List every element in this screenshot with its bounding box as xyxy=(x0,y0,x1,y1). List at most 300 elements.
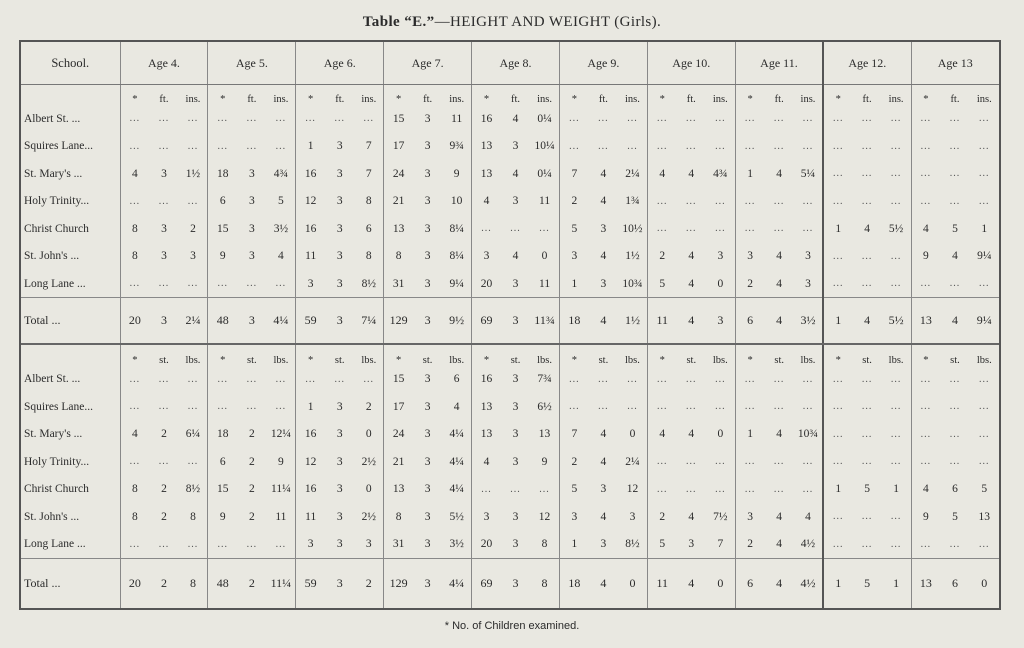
table-cell: 2½ xyxy=(354,448,383,475)
table-cell: 8 xyxy=(395,510,402,523)
age-header: Age 4. xyxy=(120,42,208,85)
table-cell: ... xyxy=(773,223,785,235)
table-cell: 1 xyxy=(981,222,988,235)
table-cell: 3 xyxy=(424,167,431,180)
table-cell: ... xyxy=(706,476,735,503)
table-row xyxy=(21,132,999,159)
table-cell: 59 xyxy=(296,298,325,344)
subheader-cell: ft. xyxy=(950,94,960,105)
table-cell: ... xyxy=(305,113,316,125)
table-cell: 7¼ xyxy=(354,298,383,344)
table-cell: ... xyxy=(706,187,735,214)
table-cell: ... xyxy=(618,366,647,393)
subheader-cell: lbs. xyxy=(354,344,383,365)
table-cell: ... xyxy=(773,373,785,385)
table-cell: 4¾ xyxy=(266,160,295,187)
table-cell: 0 xyxy=(970,559,999,608)
table-cell: 11 xyxy=(266,503,295,530)
table-cell: ... xyxy=(266,105,295,132)
table-cell: ... xyxy=(179,393,208,420)
table-cell: ... xyxy=(920,373,932,385)
table-cell: 12 xyxy=(618,476,647,503)
table-cell: 3 xyxy=(424,277,431,290)
table-cell: ... xyxy=(861,428,873,440)
subheader-cell: st. xyxy=(774,354,784,366)
table-cell: ... xyxy=(686,195,697,207)
subheader-cell: st. xyxy=(510,354,521,366)
table-cell: 1¾ xyxy=(618,187,647,214)
table-cell: ... xyxy=(833,250,844,262)
table-cell: 11 xyxy=(530,187,559,214)
table-cell: 3 xyxy=(424,222,431,235)
subheader-cell: lbs. xyxy=(706,344,735,365)
table-cell: 10 xyxy=(442,187,471,214)
table-cell: 6 xyxy=(219,195,226,208)
table-cell: 16 xyxy=(304,483,317,496)
table-cell: 9¼ xyxy=(442,270,471,298)
subheader-cell: * xyxy=(923,354,929,366)
table-cell: 4 xyxy=(688,510,695,523)
table-cell: 7 xyxy=(571,428,578,441)
age-header-row xyxy=(21,42,999,85)
table-cell: 0 xyxy=(618,421,647,448)
height-section xyxy=(21,105,999,344)
table-cell: 4 xyxy=(688,277,695,290)
table-cell: ... xyxy=(773,483,785,495)
subheader-cell: lbs. xyxy=(530,344,559,365)
table-cell: ... xyxy=(794,132,823,159)
table-cell: 3 xyxy=(424,400,431,413)
table-cell: 2 xyxy=(354,393,383,420)
table-cell: 13 xyxy=(978,510,991,523)
table-cell: 4 xyxy=(776,277,783,290)
table-cell: 3 xyxy=(501,298,530,344)
table-cell: 13 xyxy=(911,559,940,608)
school-name: Holy Trinity... xyxy=(21,448,120,475)
table-cell: ... xyxy=(833,401,844,413)
table-cell: 2 xyxy=(161,428,167,441)
table-cell: ... xyxy=(861,373,873,385)
table-cell: 9¼ xyxy=(977,250,992,263)
table-cell: ... xyxy=(179,366,208,393)
table-cell: 3 xyxy=(483,510,490,523)
table-cell: 9 xyxy=(442,160,471,187)
table-cell: 11 xyxy=(647,559,676,608)
table-cell: 9 xyxy=(923,250,929,263)
school-name: Christ Church xyxy=(21,215,120,242)
table-cell: ... xyxy=(979,113,990,125)
table-cell: ... xyxy=(794,105,823,132)
subheader-cell: * xyxy=(132,354,138,366)
table-cell: ... xyxy=(861,538,873,550)
table-cell: 12 xyxy=(530,503,559,530)
table-cell: 0 xyxy=(706,421,735,448)
table-cell: 4½ xyxy=(794,559,823,608)
table-cell: 7¾ xyxy=(530,366,559,393)
table-cell: ... xyxy=(686,456,697,468)
table-cell: 3 xyxy=(179,242,208,269)
school-name: Holy Trinity... xyxy=(21,187,120,214)
table-cell: 9 xyxy=(923,510,929,523)
subheader-cell: ins. xyxy=(794,85,823,106)
school-name: St. John's ... xyxy=(21,503,120,530)
table-cell: 9 xyxy=(266,448,295,475)
table-cell: 18 xyxy=(217,167,229,180)
table-cell: 1 xyxy=(307,400,314,413)
table-cell: ... xyxy=(861,168,873,180)
school-name: Albert St. ... xyxy=(21,105,120,132)
table-cell: 3 xyxy=(336,140,343,153)
table-cell: ... xyxy=(744,401,756,413)
table-cell: 2 xyxy=(354,559,383,608)
table-cell: ... xyxy=(882,503,911,530)
table-cell: ... xyxy=(334,373,345,385)
table-cell: 13 xyxy=(480,140,493,153)
table-cell: ... xyxy=(158,278,170,290)
table-cell: 3 xyxy=(794,242,823,269)
table-cell: 17 xyxy=(392,140,405,153)
table-cell: ... xyxy=(833,456,844,468)
table-cell: 4 xyxy=(776,167,783,180)
table-cell: ... xyxy=(246,373,258,385)
table-cell: 8 xyxy=(179,559,208,608)
table-cell: ... xyxy=(949,113,961,125)
table-cell: ... xyxy=(773,401,785,413)
table-cell: ... xyxy=(920,278,932,290)
table-cell: ... xyxy=(569,140,580,152)
table-cell: 3 xyxy=(512,400,519,413)
table-cell: 4 xyxy=(940,298,969,344)
table-title xyxy=(0,14,1024,31)
table-cell: 6 xyxy=(940,559,969,608)
table-cell: 3 xyxy=(501,559,530,608)
table-cell: ... xyxy=(217,373,229,385)
table-cell: ... xyxy=(949,373,961,385)
subheader-cell: ft. xyxy=(510,94,521,105)
table-cell: 2 xyxy=(248,455,255,468)
table-cell: 2 xyxy=(161,483,167,496)
table-cell: 3 xyxy=(336,195,343,208)
table-cell: 4 xyxy=(512,250,519,263)
table-cell: ... xyxy=(530,215,559,242)
table-cell: 3 xyxy=(336,250,343,263)
subheader-cell: ins. xyxy=(179,85,208,106)
table-cell: ... xyxy=(949,538,961,550)
table-cell: 8¼ xyxy=(442,242,471,269)
table-cell: ... xyxy=(920,401,932,413)
table-cell: 13 xyxy=(480,428,493,441)
table-row xyxy=(21,215,999,242)
table-cell: ... xyxy=(158,538,170,550)
table-cell: ... xyxy=(794,187,823,214)
table-cell: ... xyxy=(129,140,141,152)
table-cell: ... xyxy=(129,278,141,290)
table-cell: 3 xyxy=(600,538,607,551)
table-cell: 5½ xyxy=(882,215,911,242)
table-cell: 3 xyxy=(336,483,343,496)
table-cell: 3 xyxy=(512,140,519,153)
subheader-cell: * xyxy=(659,354,665,366)
subheader-cell: * xyxy=(571,94,577,105)
table-cell: 7 xyxy=(571,167,578,180)
school-name: St. John's ... xyxy=(21,242,120,269)
table-cell: 20 xyxy=(480,538,493,551)
table-cell: 3 xyxy=(512,510,519,523)
table-cell: ... xyxy=(861,195,873,207)
table-cell: 4¼ xyxy=(266,298,295,344)
table-cell: ... xyxy=(773,456,785,468)
table-cell: ... xyxy=(833,373,844,385)
table-cell: 4 xyxy=(923,222,929,235)
subheader-cell: ft. xyxy=(862,94,872,105)
table-cell: ... xyxy=(882,132,911,159)
table-cell: ... xyxy=(246,140,258,152)
subheader-cell: st. xyxy=(247,354,257,366)
table-cell: ... xyxy=(246,113,258,125)
table-cell: ... xyxy=(794,366,823,393)
table-cell: 10¾ xyxy=(794,421,823,448)
subheader-cell: lbs. xyxy=(179,344,208,365)
subheader-cell: ft. xyxy=(159,94,169,105)
table-cell: ... xyxy=(656,456,668,468)
weight-total-row xyxy=(21,559,999,608)
table-cell: 3 xyxy=(325,559,354,608)
table-cell: 16 xyxy=(304,428,317,441)
subheader-cell: ins. xyxy=(618,85,647,106)
table-cell: ... xyxy=(217,113,229,125)
table-cell: 10½ xyxy=(618,215,647,242)
table-cell: ... xyxy=(217,538,229,550)
table-cell: ... xyxy=(598,401,609,413)
table-cell: ... xyxy=(266,270,295,298)
table-cell: 3 xyxy=(424,373,431,386)
table-cell: ... xyxy=(334,113,345,125)
table-cell: ... xyxy=(158,373,170,385)
table-cell: 3 xyxy=(618,503,647,530)
subheader-cell: ft. xyxy=(686,94,696,105)
subheader-cell: * xyxy=(483,354,490,366)
table-cell: ... xyxy=(481,223,492,235)
table-cell: 3 xyxy=(413,298,442,344)
table-cell: 8 xyxy=(179,503,208,530)
table-cell: 4 xyxy=(600,510,607,523)
subheader-cell: lbs. xyxy=(618,344,647,365)
table-cell: 3½ xyxy=(442,531,471,559)
table-cell: ... xyxy=(530,476,559,503)
table-cell: 3 xyxy=(161,250,167,263)
table-cell: ... xyxy=(979,538,990,550)
table-cell: ... xyxy=(861,113,873,125)
table-cell: ... xyxy=(246,401,258,413)
table-cell: 11¼ xyxy=(266,476,295,503)
age-header: Age 7. xyxy=(384,42,472,85)
table-cell: 2½ xyxy=(354,503,383,530)
subheader-cell: st. xyxy=(598,354,609,366)
table-cell: 4 xyxy=(952,250,958,263)
table-cell: 3 xyxy=(571,250,578,263)
subheader-cell: ins. xyxy=(976,94,992,105)
table-cell: 3 xyxy=(336,277,343,290)
table-cell: 4¼ xyxy=(442,448,471,475)
table-cell: ... xyxy=(882,270,911,298)
table-cell: 4¾ xyxy=(706,160,735,187)
table-row xyxy=(21,270,999,298)
table-cell: ... xyxy=(618,393,647,420)
table-cell: ... xyxy=(129,373,141,385)
table-cell: 1 xyxy=(835,222,842,235)
weight-section xyxy=(21,344,999,608)
table-cell: ... xyxy=(920,140,932,152)
table-cell: ... xyxy=(266,531,295,559)
table-cell: 4 xyxy=(776,428,783,441)
table-cell: 20 xyxy=(480,277,493,290)
table-cell: 3 xyxy=(307,538,314,551)
subheader-cell: * xyxy=(395,94,402,105)
table-cell: ... xyxy=(481,483,492,495)
table-cell: ... xyxy=(979,428,990,440)
table-cell: ... xyxy=(744,140,756,152)
table-cell: ... xyxy=(618,105,647,132)
table-cell: 3 xyxy=(248,250,255,263)
table-cell: ... xyxy=(246,278,258,290)
subheader-cell: lbs. xyxy=(882,344,911,365)
table-cell: ... xyxy=(979,140,990,152)
table-row xyxy=(21,187,999,214)
table-cell: 4 xyxy=(794,503,823,530)
table-cell: 4 xyxy=(600,250,607,263)
table-cell: 4 xyxy=(600,195,607,208)
table-cell: ... xyxy=(706,105,735,132)
table-cell: 7½ xyxy=(706,503,735,530)
table-cell: 69 xyxy=(472,559,501,608)
table-row xyxy=(21,531,999,559)
table-cell: ... xyxy=(158,456,170,468)
table-cell: 24 xyxy=(392,428,405,441)
table-cell: 3 xyxy=(161,167,167,180)
subheader-cell: * xyxy=(220,94,226,105)
table-cell: 1 xyxy=(823,559,852,608)
table-row xyxy=(21,160,999,187)
table-cell: ... xyxy=(179,448,208,475)
table-cell: ... xyxy=(920,168,932,180)
table-cell: 4 xyxy=(923,483,929,496)
table-cell: ... xyxy=(598,113,609,125)
table-row xyxy=(21,366,999,393)
table-cell: ... xyxy=(266,132,295,159)
subheader-cell: * xyxy=(308,354,314,366)
table-cell: ... xyxy=(920,195,932,207)
table-cell: 3 xyxy=(424,195,431,208)
table-cell: 3 xyxy=(325,298,354,344)
table-cell: ... xyxy=(686,140,697,152)
table-cell: 3 xyxy=(706,298,735,344)
table-cell: ... xyxy=(744,456,756,468)
school-name: Christ Church xyxy=(21,476,120,503)
table-cell: 4 xyxy=(688,167,695,180)
subheader-cell: ft. xyxy=(423,94,433,105)
school-name: Total ... xyxy=(21,559,120,608)
table-cell: ... xyxy=(686,113,697,125)
table-cell: ... xyxy=(861,278,873,290)
table-cell: 4 xyxy=(677,559,706,608)
age-header: Age 8. xyxy=(472,42,560,85)
subheader-cell: st. xyxy=(950,354,960,366)
table-cell: ... xyxy=(686,483,697,495)
table-cell: 12 xyxy=(304,195,317,208)
table-cell: 4¼ xyxy=(442,421,471,448)
table-cell: ... xyxy=(882,393,911,420)
table-cell: 9 xyxy=(530,448,559,475)
table-cell: ... xyxy=(949,456,961,468)
table-cell: 2 xyxy=(237,559,266,608)
table-cell: ... xyxy=(266,393,295,420)
table-cell: ... xyxy=(354,105,383,132)
table-cell: 3 xyxy=(424,510,431,523)
table-cell: 1 xyxy=(747,428,753,441)
table-cell: 5 xyxy=(571,483,578,496)
table-cell: ... xyxy=(861,511,873,523)
table-cell: ... xyxy=(794,476,823,503)
table-cell: 1 xyxy=(882,559,911,608)
table-cell: 3 xyxy=(248,167,255,180)
table-cell: 3 xyxy=(747,510,753,523)
table-cell: 10¼ xyxy=(530,132,559,159)
table-cell: 13 xyxy=(911,298,940,344)
table-cell: 1 xyxy=(571,538,578,551)
table-cell: ... xyxy=(598,373,609,385)
table-cell: 129 xyxy=(384,559,413,608)
table-cell: 5 xyxy=(659,538,666,551)
table-cell: 4 xyxy=(600,167,607,180)
table-row xyxy=(21,421,999,448)
table-cell: ... xyxy=(833,511,844,523)
table-cell: ... xyxy=(686,373,697,385)
table-cell: 11¾ xyxy=(530,298,559,344)
table-cell: 31 xyxy=(392,277,405,290)
table-cell: 6 xyxy=(354,215,383,242)
table-cell: 3 xyxy=(336,455,343,468)
table-cell: ... xyxy=(949,140,961,152)
subheader-cell: ins. xyxy=(706,85,735,106)
table-cell: 4 xyxy=(483,455,490,468)
table-cell: 18 xyxy=(217,428,229,441)
age-header: Age 11. xyxy=(735,42,823,85)
subheader-cell: lbs. xyxy=(976,354,992,366)
table-cell: 4¼ xyxy=(442,559,471,608)
table-cell: ... xyxy=(833,195,844,207)
table-cell: 13 xyxy=(392,483,405,496)
table-cell: ... xyxy=(882,187,911,214)
table-cell: 9¾ xyxy=(442,132,471,159)
table-cell: 1 xyxy=(823,298,852,344)
table-cell: 13 xyxy=(480,400,493,413)
table-cell: 3 xyxy=(424,112,431,125)
table-cell: 2 xyxy=(571,455,578,468)
school-name: Long Lane ... xyxy=(21,531,120,559)
table-cell: 48 xyxy=(208,298,237,344)
table-cell: 31 xyxy=(392,538,405,551)
table-cell: ... xyxy=(833,140,844,152)
table-cell: 0 xyxy=(706,559,735,608)
table-cell: 4 xyxy=(659,428,666,441)
table-cell: 4 xyxy=(659,167,666,180)
age-header: Age 6. xyxy=(296,42,384,85)
table-cell: 4 xyxy=(765,559,794,608)
school-name: Albert St. ... xyxy=(21,366,120,393)
table-cell: 21 xyxy=(392,195,405,208)
table-cell: 9 xyxy=(219,250,226,263)
table-cell: 6 xyxy=(219,455,226,468)
